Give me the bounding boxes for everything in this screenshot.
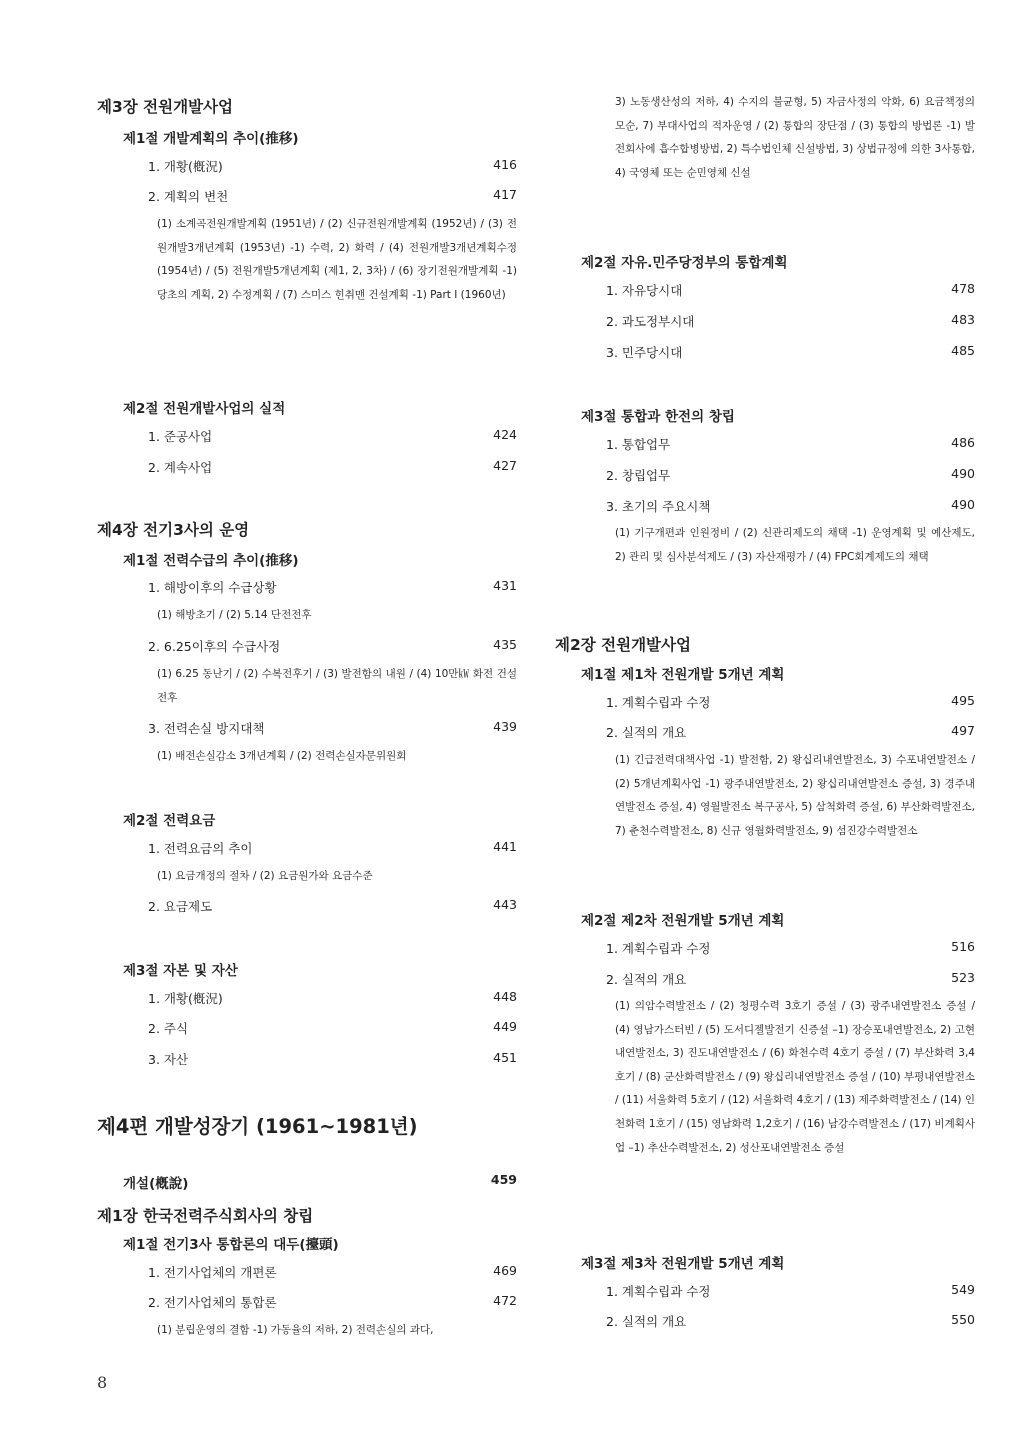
- page-ref: 417: [493, 187, 517, 202]
- chapter-4-title: 제4장 전기3사의 운영: [97, 521, 250, 539]
- toc-item: 1. 통합업무: [606, 437, 671, 452]
- toc-detail: (1) 기구개편과 인원정비 / (2) 신관리제도의 채택 -1) 운영계획 및 예산제도, 2) 관리 및 심사분석제도 / (3) 자산재평가 / (4) FPC회계제도의 채택: [615, 527, 975, 563]
- chapter-3-title: 제3장 전원개발사업: [97, 98, 233, 116]
- page-ref: 448: [493, 989, 517, 1004]
- part-4-title: 제4편 개발성장기 (1961~1981년): [97, 1115, 418, 1138]
- page-ref: 497: [951, 723, 975, 738]
- page-ref: 472: [493, 1293, 517, 1308]
- toc-item: 1. 계획수립과 수정: [606, 941, 711, 956]
- toc-item: 2. 계획의 변천: [148, 189, 229, 204]
- toc-item: 1. 개황(槪況): [148, 159, 223, 174]
- page-ref: 550: [951, 1312, 975, 1327]
- toc-detail: (1) 6.25 동난기 / (2) 수복전후기 / (3) 발전함의 내원 / (4) 10만㎾ 화전 건설전후: [157, 668, 517, 704]
- page-ref: 523: [951, 970, 975, 985]
- toc-detail: (1) 의암수력발전소 / (2) 청평수력 3호기 증설 / (3) 광주내연발전소 증설 / (4) 영남가스터빈 / (5) 도서디젤발전기 신증설 –1) 장승포내연발전소, 2) 고현내연발전소, 3) 진도내연발전소 / (6) 화천수력 4호기 증설 / (7) 부산화력 3,4호기 / (8) 군산화력발전소 / (9) 왕십리내연발전소 증설 / (10) 부평내연발전소 / (11) 서울화력 5호기 / (12) 서울화력 4호기 / (13) 제주화력발전소 / (14) 인천화력 1호기 / (15) 영남화력 1,2호기 / (16) 남강수력발전소 / (17) 비계획사업 –1) 추산수력발전소, 2) 성산포내연발전소 증설: [615, 1000, 975, 1154]
- page-ref: 486: [951, 435, 975, 450]
- toc-item: 1. 준공사업: [148, 429, 213, 444]
- page-ref: 427: [493, 458, 517, 473]
- page-ref: 516: [951, 939, 975, 954]
- page-ref: 424: [493, 427, 517, 442]
- toc-detail: (1) 소계곡전원개발계획 (1951년) / (2) 신규전원개발계획 (1952년) / (3) 전원개발3개년계획 (1953년) -1) 수력, 2) 화력 / (4) 전원개발3개년계획수정 (1954년) / (5) 전원개발5개년계획 (제1, 2, 3차) / (6) 장기전원개발계획 -1) 당초의 계획, 2) 수정계획 / (7) 스미스 힌취맨 건설계획 -1) Part Ⅰ (1960년): [157, 218, 517, 301]
- chapter-1-title: 제1장 한국전력주식회사의 창립: [97, 1207, 314, 1225]
- section-title: 제3절 제3차 전원개발 5개년 계획: [581, 1256, 785, 1272]
- toc-item: 2. 계속사업: [148, 460, 213, 475]
- section-title: 제3절 통합과 한전의 창립: [581, 409, 735, 425]
- page-ref: 416: [493, 157, 517, 172]
- toc-detail: (1) 배전손실감소 3개년계획 / (2) 전력손실자문위원회: [157, 750, 407, 762]
- page-ref: 443: [493, 897, 517, 912]
- toc-item: 2. 주식: [148, 1021, 189, 1036]
- page-ref: 478: [951, 281, 975, 296]
- page-ref: 459: [490, 1172, 517, 1187]
- toc-item: 2. 창립업무: [606, 468, 671, 483]
- toc-item: 3. 전력손실 방지대책: [148, 721, 265, 736]
- page-ref: 449: [493, 1019, 517, 1034]
- toc-item: 3. 민주당시대: [606, 345, 683, 360]
- section-title: 제2절 전력요금: [123, 813, 216, 829]
- toc-item: 1. 해방이후의 수급상황: [148, 580, 277, 595]
- page-ref: 549: [951, 1282, 975, 1297]
- section-title: 제1절 개발계획의 추이(推移): [123, 131, 299, 147]
- page-ref: 483: [951, 312, 975, 327]
- chapter-2-title: 제2장 전원개발사업: [555, 636, 691, 654]
- toc-item: 1. 전기사업체의 개편론: [148, 1265, 277, 1280]
- toc-item: 2. 실적의 개요: [606, 972, 687, 987]
- toc-detail: 3) 노동생산성의 저하, 4) 수지의 불균형, 5) 자금사정의 악화, 6) 요금책정의 모순, 7) 부대사업의 적자운영 / (2) 통합의 장단점 / (3) 통합의 방법론 -1) 발전회사에 흡수합병방법, 2) 특수법인체 신설방법, 3) 상법규정에 의한 3사통합, 4) 국영체 또는 순민영체 신설: [615, 96, 975, 179]
- section-title: 제3절 자본 및 자산: [123, 963, 238, 979]
- section-title: 제1절 전력수급의 추이(推移): [123, 553, 299, 569]
- page-ref: 441: [493, 839, 517, 854]
- toc-item: 1. 자유당시대: [606, 283, 683, 298]
- page-ref: 451: [493, 1050, 517, 1065]
- toc-item: 2. 과도정부시대: [606, 314, 695, 329]
- section-title: 제2절 제2차 전원개발 5개년 계획: [581, 913, 785, 929]
- overview-title: 개설(槪說): [123, 1176, 189, 1192]
- toc-detail: (1) 해방초기 / (2) 5.14 단전전후: [157, 609, 312, 621]
- toc-item: 1. 계획수립과 수정: [606, 1284, 711, 1299]
- page-ref: 490: [951, 497, 975, 512]
- section-title: 제2절 자유.민주당정부의 통합계획: [581, 255, 788, 271]
- toc-item: 2. 6.25이후의 수급사정: [148, 639, 281, 654]
- toc-item: 1. 계획수립과 수정: [606, 695, 711, 710]
- section-title: 제1절 제1차 전원개발 5개년 계획: [581, 667, 785, 683]
- page-ref: 431: [493, 578, 517, 593]
- toc-item: 2. 전기사업체의 통합론: [148, 1295, 277, 1310]
- toc-item: 1. 개황(槪況): [148, 991, 223, 1006]
- page-ref: 439: [493, 719, 517, 734]
- section-title: 제1절 전기3사 통합론의 대두(擡頭): [123, 1237, 339, 1253]
- toc-item: 2. 실적의 개요: [606, 725, 687, 740]
- page-ref: 435: [493, 637, 517, 652]
- toc-item: 2. 요금제도: [148, 899, 213, 914]
- toc-item: 3. 자산: [148, 1052, 189, 1067]
- toc-item: 1. 전력요금의 추이: [148, 841, 253, 856]
- toc-detail: (1) 요금개정의 절차 / (2) 요금원가와 요금수준: [157, 870, 373, 882]
- toc-item: 2. 실적의 개요: [606, 1314, 687, 1329]
- page-ref: 490: [951, 466, 975, 481]
- toc-detail: (1) 분립운영의 결함 -1) 가동율의 저하, 2) 전력손실의 과다,: [157, 1324, 434, 1336]
- toc-detail: (1) 긴급전력대책사업 -1) 발전함, 2) 왕십리내연발전소, 3) 수포내연발전소 / (2) 5개년계획사업 -1) 광주내연발전소, 2) 왕십리내연발전소 증설, 3) 경주내연발전소 증설, 4) 영월발전소 복구공사, 5) 삼척화력 증설, 6) 부산화력발전소, 7) 춘천수력발전소, 8) 신규 영월화력발전소, 9) 섬진강수력발전소: [615, 754, 975, 837]
- section-title: 제2절 전원개발사업의 실적: [123, 401, 286, 417]
- page-ref: 485: [951, 343, 975, 358]
- toc-item: 3. 초기의 주요시책: [606, 499, 711, 514]
- page-ref: 495: [951, 693, 975, 708]
- page-ref: 469: [493, 1263, 517, 1278]
- page-number: 8: [97, 1373, 108, 1392]
